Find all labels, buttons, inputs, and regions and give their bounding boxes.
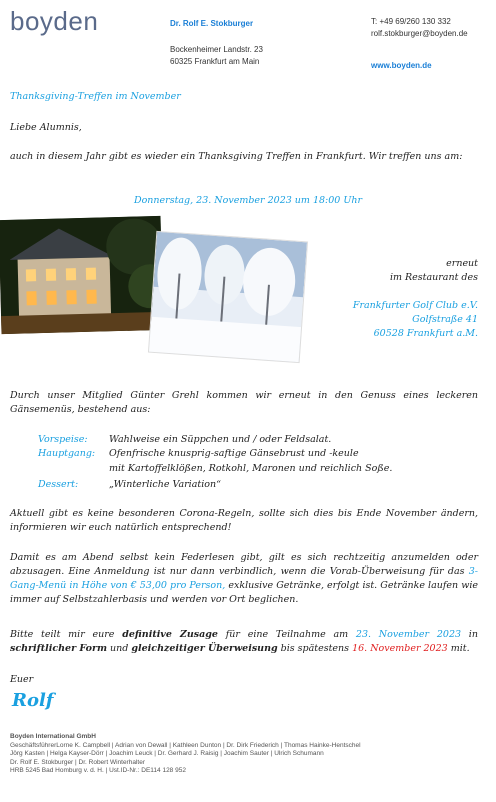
menu-row-dessert: [38, 478, 221, 492]
footer: [10, 733, 486, 776]
confirm-text: für eine Teilnahme am: [217, 629, 356, 640]
confirm-bold: schriftlicher Form: [10, 643, 108, 654]
registration-paragraph: [10, 551, 478, 607]
registration-price: 3-Gang-Menü in Höhe von € 53,00 pro Person,: [10, 566, 478, 591]
registration-text-b: exklusive Getränke, erfolgt ist. Getränke laufen wie immer auf Selbstzahlerbasis und werden vor Ort beglichen.: [10, 580, 478, 605]
boyden-logo: boyden: [10, 6, 99, 36]
confirm-text: Bitte teilt mir eure: [10, 629, 123, 640]
confirm-text: in: [461, 629, 478, 640]
confirm-text: und: [107, 643, 132, 654]
confirm-paragraph: [10, 628, 478, 656]
menu-text: mit Kartoffelklößen, Rotkohl, Maronen und reichlich Soße.: [109, 463, 393, 474]
menu-text: „Winterliche Variation“: [109, 479, 221, 490]
menu-label: Vorspeise:: [38, 434, 88, 445]
venue-line-1: erneut: [446, 258, 478, 269]
confirm-bold: definitive Zusage: [122, 629, 218, 640]
confirm-text: mit.: [447, 643, 470, 654]
closing: Euer: [10, 674, 34, 685]
menu-row-main: [38, 447, 359, 461]
confirm-text: bis spätestens: [277, 643, 353, 654]
confirm-bold: gleichzeitiger Überweisung: [131, 643, 278, 654]
menu-label: Hauptgang:: [38, 448, 96, 459]
sender-website[interactable]: www.boyden.de: [371, 61, 432, 70]
menu-row-starter: [38, 433, 331, 447]
deadline-date: 16. November 2023: [352, 643, 448, 654]
event-date: Donnerstag, 23. November 2023 um 18:00 Uhr: [133, 195, 363, 206]
menu-text: Ofenfrische knusprig-saftige Gänsebrust und -keule: [109, 448, 359, 459]
menu-row-main-cont: [38, 462, 392, 476]
footer-line: GeschäftsführerLorne K. Campbell | Adrian von Dewall | Kathleen Dunton | Dr. Dirk Friederich | Thomas Hainke-Hentschel: [10, 741, 361, 749]
corona-paragraph: Aktuell gibt es keine besonderen Corona-Regeln, sollte sich dies bis Ende November ändern, informieren wir euch natürlich entsprechend!: [10, 508, 478, 533]
sender-phone: T: +49 69/260 130 332: [371, 17, 451, 26]
venue-city: 60528 Frankfurt a.M.: [373, 328, 478, 339]
salutation: Liebe Alumnis,: [10, 122, 82, 133]
letter-subject: Thanksgiving-Treffen im November: [10, 91, 181, 102]
menu-intro: Durch unser Mitglied Günter Grehl kommen wir erneut in den Genuss eines leckeren Gänsemenüs, bestehend aus:: [10, 390, 478, 415]
venue-line-2: im Restaurant des: [389, 272, 478, 283]
sender-city: 60325 Frankfurt am Main: [170, 57, 260, 66]
sender-email[interactable]: rolf.stokburger@boyden.de: [371, 29, 468, 38]
winter-photo: [148, 231, 308, 363]
sender-name: Dr. Rolf E. Stokburger: [170, 19, 254, 28]
venue-name: Frankfurter Golf Club e.V.: [352, 300, 478, 311]
intro-paragraph: auch in diesem Jahr gibt es wieder ein Thanksgiving Treffen in Frankfurt. Wir treffen uns am:: [10, 151, 463, 162]
clubhouse-photo: [0, 216, 163, 334]
footer-line: HRB 5245 Bad Homburg v. d. H. | Ust.ID-Nr.: DE114 128 952: [10, 767, 186, 774]
venue-street: Golfstraße 41: [412, 314, 478, 325]
footer-company: Boyden International GmbH: [10, 733, 96, 740]
menu-text: Wahlweise ein Süppchen und / oder Feldsalat.: [109, 434, 332, 445]
event-date-highlight: 23. November 2023: [355, 629, 462, 640]
footer-line: Jörg Kasten | Helga Kayser-Dörr | Joachim Leuck | Dr. Gerhard J. Raisig | Joachim Sauter | Ulrich Schumann: [10, 750, 324, 757]
menu-label: Dessert:: [38, 479, 79, 490]
signature: Rolf: [12, 690, 54, 711]
footer-line: Dr. Rolf E. Stokburger | Dr. Robert Winterhalter: [10, 758, 145, 766]
sender-street: Bockenheimer Landstr. 23: [170, 45, 263, 54]
registration-text-a: Damit es am Abend selbst kein Federlesen gibt, gilt es sich rechtzeitig anzumelden oder abzusagen. Eine Anmeldung ist nur dann verbindlich, wenn die Vorab-Überweisung für das: [10, 552, 478, 577]
